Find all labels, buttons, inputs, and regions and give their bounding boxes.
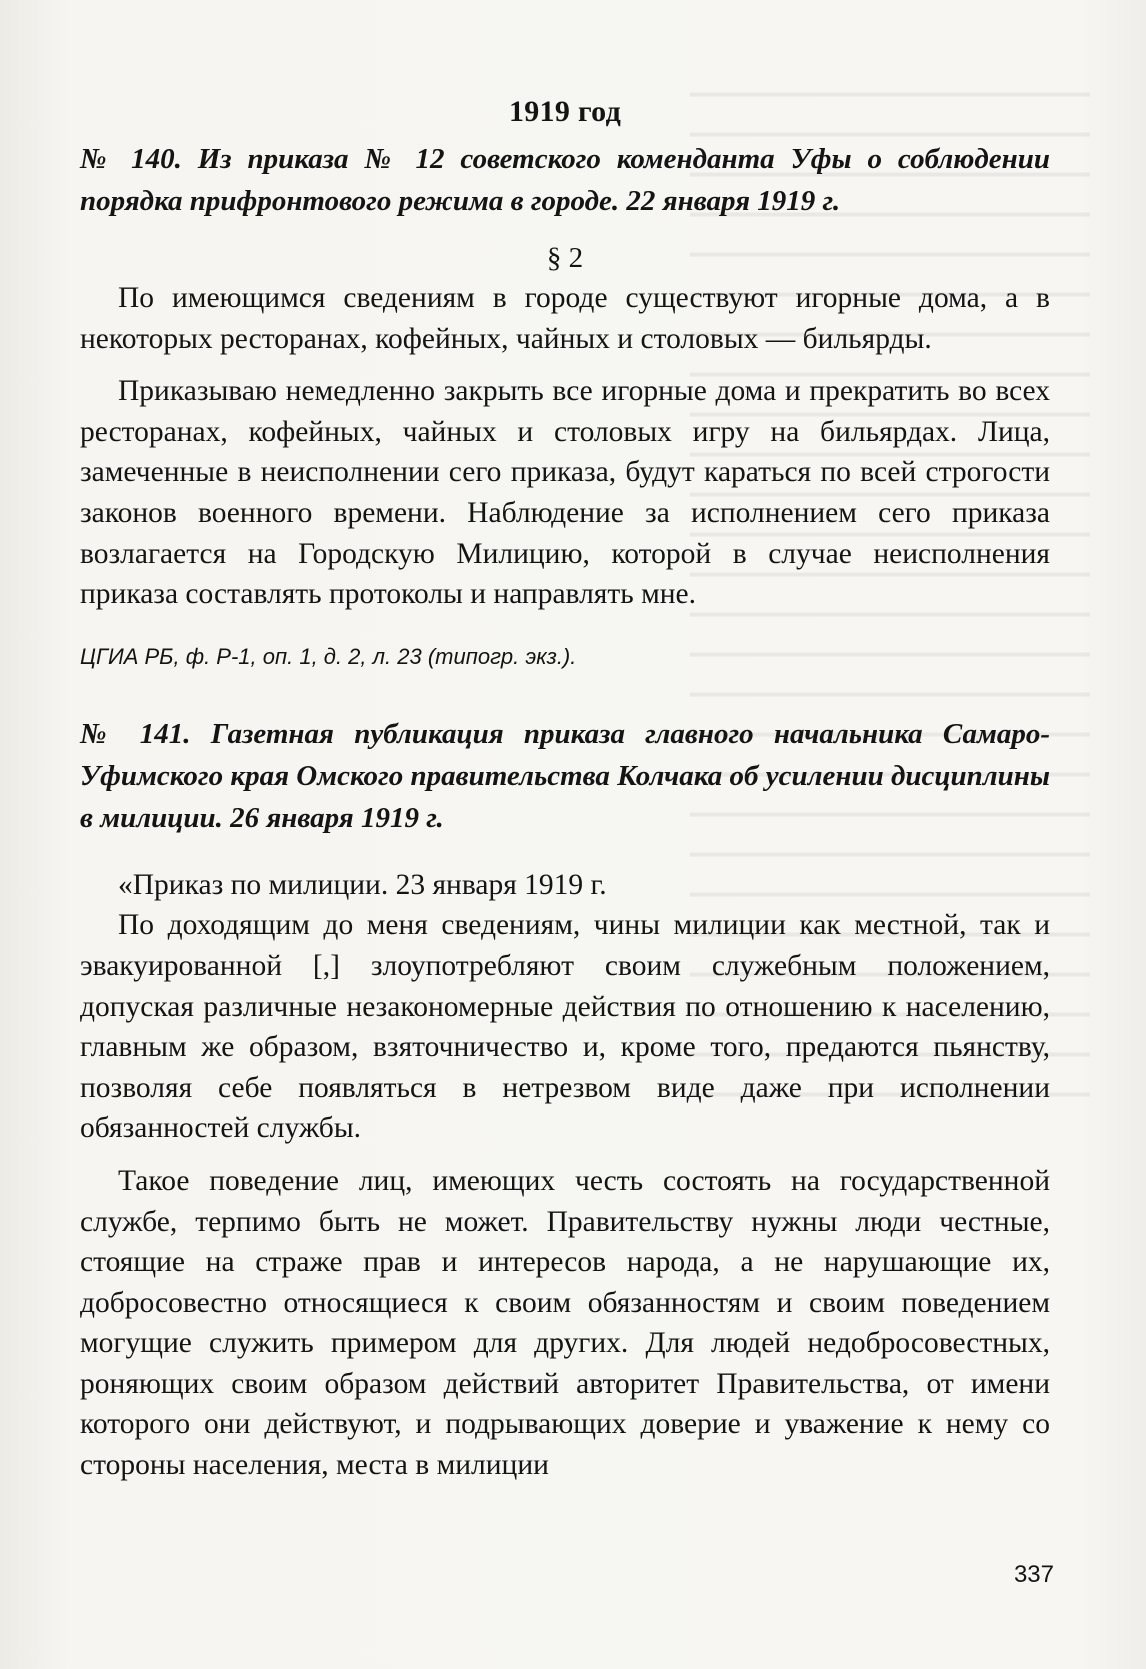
page-content xyxy=(80,92,1050,1486)
doc141-paragraph-2: Такое поведение лиц, имеющих честь состоять на государственной службе, терпимо быть не может. Правительству нужны люди честные, стоящие на страже прав и интересов народа, а не нарушающие их, добросовестно относящиеся к своим обязанностям и своим поведением могущие служить примером для других. Для людей недобросовестных, роняющих своим образом действий авторитет Правительства, от имени которого они действуют, и подрывающих доверие и уважение к нему со стороны населения, места в милиции xyxy=(80,1164,1050,1482)
order-title-line: «Приказ по милиции. 23 января 1919 г. xyxy=(118,868,607,901)
archive-source-reference: ЦГИА РБ, ф. Р-1, оп. 1, д. 2, л. 23 (типогр. экз.). xyxy=(80,643,577,669)
doc141-paragraph-1: По доходящим до меня сведениям, чины милиции как местной, так и эвакуированной [,] злоупотребляют своим служебным положением, допуская различные незакономерные действия по отношению к населению, главным же образом, взяточничество и, кроме того, предаются пьянству, позволяя себе появляться в нетрезвом виде даже при исполнении обязанностей службы. xyxy=(80,909,1050,1145)
page-number: 337 xyxy=(1013,1561,1054,1588)
section-mark: § 2 xyxy=(546,242,584,274)
document-141-heading: № 141. Газетная публикация приказа главного начальника Самаро-Уфимского края Омского правительства Колчака об усилении дисциплины в милиции. 26 января 1919 г. xyxy=(80,717,1050,834)
doc140-paragraph-1: По имеющимся сведениям в городе существуют игорные дома, а в некоторых ресторанах, кофейных, чайных и столовых — бильярды. xyxy=(80,282,1050,355)
document-140-heading: № 140. Из приказа № 12 советского коменданта Уфы о соблюдении порядка прифронтового режима в городе. 22 января 1919 г. xyxy=(80,143,1050,217)
year-heading: 1919 год xyxy=(508,95,622,128)
doc140-paragraph-2: Приказываю немедленно закрыть все игорные дома и прекратить во всех ресторанах, кофейных, чайных и столовых игру на бильярдах. Лица, замеченные в неисполнении сего приказа, будут караться по всей строгости законов военного времени. Наблюдение за исполнением сего приказа возлагается на Городскую Милицию, которой в случае неисполнения приказа составлять протоколы и направлять мне. xyxy=(80,375,1050,611)
